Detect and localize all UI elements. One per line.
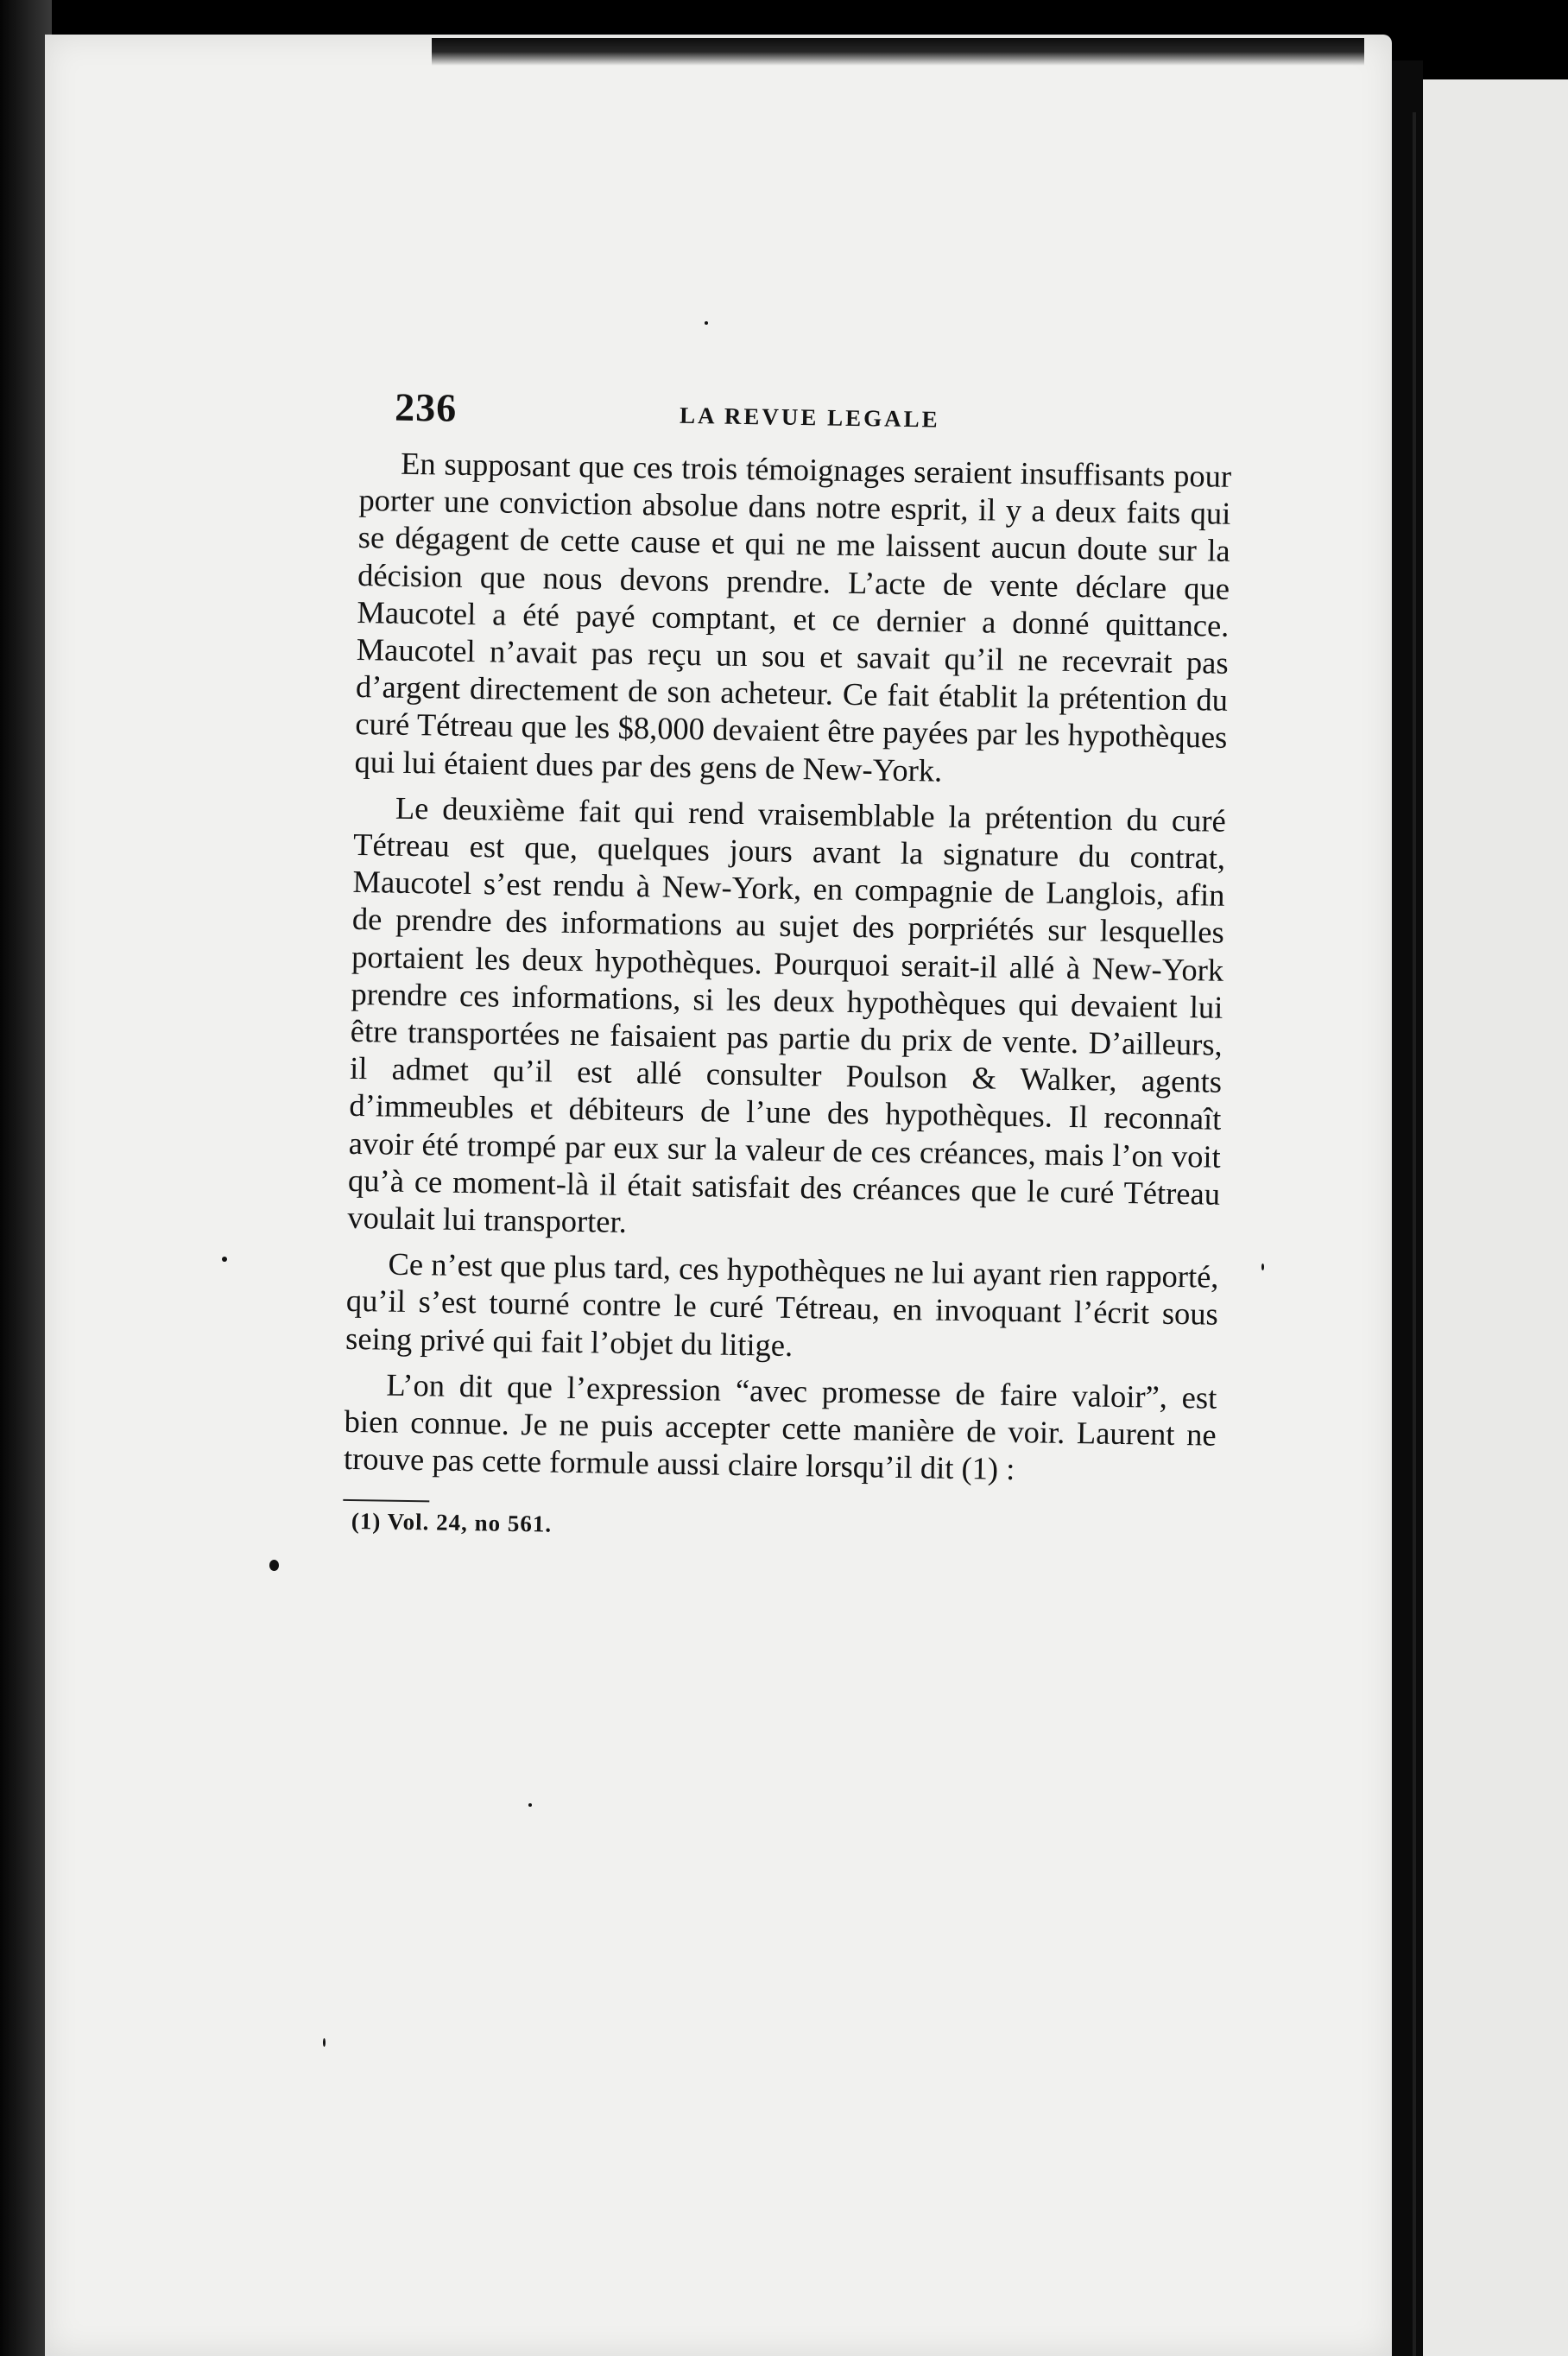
paragraph: L’on dit que l’expression “avec promesse de faire valoir”, est bien connue. Je ne puis accepter cette manière de voir. Laurent ne trouve pas cette formule aussi claire lorsqu’il dit (1) :: [343, 1366, 1217, 1487]
paragraph: En supposant que ces trois témoignages seraient insuffisants pour porter une conviction absolue dans notre esprit, il y a deux faits qui se dégagent de cette cause et qui ne me laissent aucun doute sur la décision que nous devons prendre. L’acte de vente déclare que Maucotel a été payé comptant, et ce dernier a donné quittance. Maucotel n’avait pas reçu un sou et savait qu’il ne recevrait pas d’argent directement de son acheteur. Ce fait établit la prétention du curé Tétreau que les $8,000 devaient être payées par les hypothèques qui lui étaient dues par des gens de New-York.: [354, 445, 1232, 788]
paragraph: Le deuxième fait qui rend vraisemblable la prétention du curé Tétreau est que, quelques jours avant la signature du contrat, Maucotel s’est rendu à New-York, en compagnie de Langlois, afin de prendre des informations au sujet des porpriétés sur lesquelles portaient les deux hypothèques. Pourquoi serait-il allé à New-York prendre ces informations, si les deux hypothèques qui devaient lui être transportées ne faisaient pas partie du prix de vente. D’ailleurs, il admet qu’il est allé consulter Poulson & Walker, agents d’immeubles et débiteurs de l’une des hypothèques. Il reconnaît avoir été trompé par eux sur la valeur de ces créances, mais l’on voit qu’à ce moment-là il était satisfait des créances que le curé Tétreau voulait lui transporter.: [347, 789, 1227, 1240]
scan-speck: [222, 1257, 227, 1262]
journal-title: LA REVUE LEGALE: [679, 402, 940, 433]
body-text: [344, 444, 1232, 1491]
scan-speck: [1261, 1264, 1264, 1270]
page-number: 236: [394, 384, 458, 430]
book-left-edge: [0, 0, 52, 2356]
gutter-line: [1413, 112, 1416, 2356]
footnote: (1) Vol. 24, no 561.: [351, 1508, 553, 1538]
scan-speck: [269, 1560, 279, 1571]
page-top-edge-shadow: [432, 38, 1364, 66]
page-text-block: [343, 363, 1233, 1548]
scan-speck: [528, 1803, 532, 1807]
paragraph: Ce n’est que plus tard, ces hypothèques ne lui ayant rien rapporté, qu’il s’est tourné contre le curé Tétreau, en invoquant l’écrit sous seing privé qui fait l’objet du litige.: [345, 1245, 1219, 1363]
scan-speck: [705, 321, 708, 325]
adjacent-page-edge: [1423, 79, 1568, 2356]
footnote-rule: [343, 1499, 429, 1503]
running-header: [360, 363, 1233, 454]
book-gutter: [1392, 60, 1423, 2356]
scan-speck: [323, 2038, 326, 2047]
